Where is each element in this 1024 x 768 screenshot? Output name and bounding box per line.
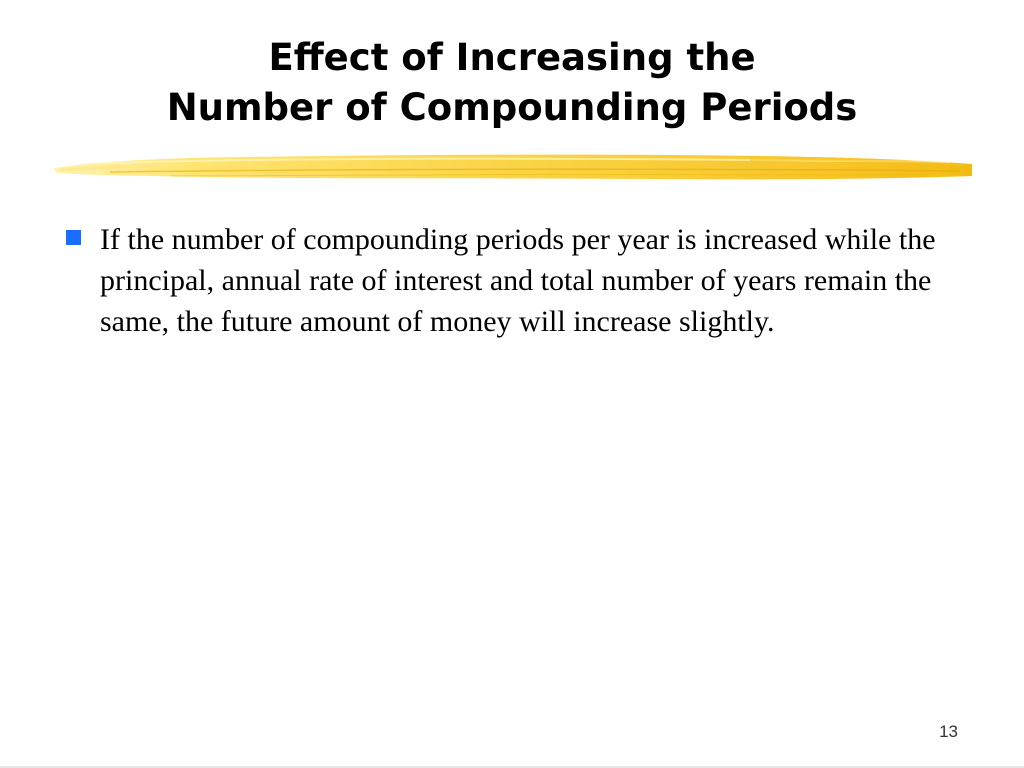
bullet-text: If the number of compounding periods per year is increased while the principal, annual rate of interest and total number of years remain the same, the future amount of money will increase slightly. bbox=[100, 223, 936, 338]
list-item bbox=[64, 219, 964, 342]
slide-number: 13 bbox=[939, 722, 958, 741]
slide-title-line-2: Number of Compounding Periods bbox=[166, 86, 858, 129]
slide-title-line-1: Effect of Increasing the bbox=[268, 36, 756, 79]
bullet-list bbox=[64, 219, 964, 342]
slide-title bbox=[0, 33, 1024, 133]
square-bullet-icon bbox=[66, 230, 81, 245]
yellow-brush-stroke-divider bbox=[50, 146, 976, 188]
